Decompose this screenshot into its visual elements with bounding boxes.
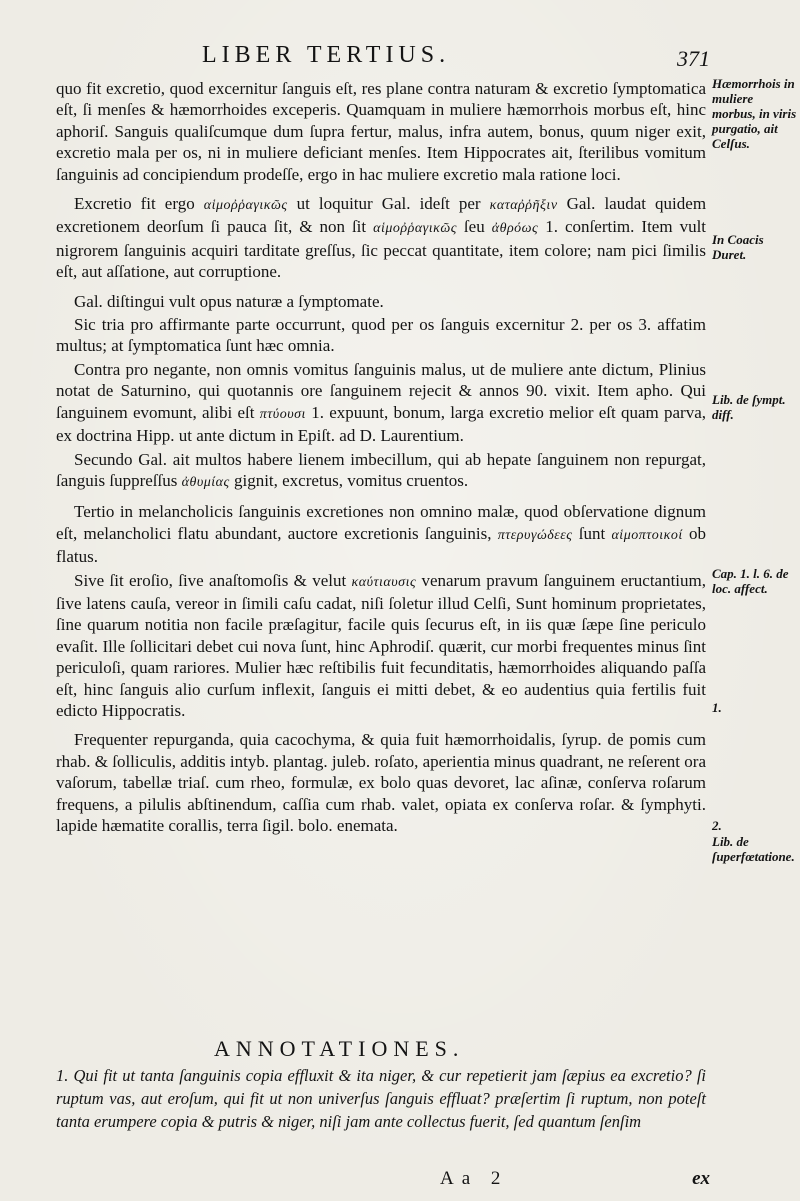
paragraph: Sive ſit eroſio, ſive anaſtomoſis & velut καύτιαυσις venarum pravum ſanguinem eructantium, ſive latens cauſa, vereor in ſimili caſu cadat, niſi ſoletur illud Celſi, Sunt hominum proprietates, ſine quarum notitia non facile præſagitur, facile quis ſecurus eſt, in iis quæ ſæpe ſine periculo evaſit. Ille ſollicitari debet cui nova ſunt, hinc Aphrodiſ. quærit, cur morbi frequentes minus ſint periculoſi, quam rariores. Mulier hæc reſtibilis fuit fecunditatis, hæmorrhoides aliquando paſſa eſt, hinc ſanguis alio curſum inflexit, ſanguis ei mitti debet, & eo audentius quia fertilis fuit edicto Hippocratis. <box>56 570 707 720</box>
greek-term: ἀθυμίας <box>181 474 230 490</box>
margin-note: 2. <box>712 818 722 833</box>
greek-term: ἀθρόως <box>491 221 539 237</box>
margin-note: Lib. de ſympt. diff. <box>712 392 786 422</box>
page-header <box>150 42 710 74</box>
paragraph: Sic tria pro affirmante parte occurrunt, quod per os ſanguis excernitur 2. per os 3. affatim multus; at ſymptomatica ſunt hæc omnia. <box>56 315 706 356</box>
margin-note: Hæmorrhois in muliere morbus, in viris purgatio, ait Celſus. <box>712 76 797 151</box>
paragraph: Gal. diſtingui vult opus naturæ a ſymptomate. <box>74 291 384 311</box>
greek-term: καταῤῥῆξιν <box>489 198 558 214</box>
greek-term: καύτιαυσις <box>351 574 417 590</box>
margin-note: Cap. 1. l. 6. de loc. affect. <box>712 566 789 596</box>
annotation-text: 1. Qui fit ut tanta ſanguinis copia effluxit & ita niger, & cur repetierit jam ſæpius ea excretio? ſi ruptum vas, aut eroſum, qui fit ut non univerſus ſanguis effluat? præſertim ſi ruptum, non poteſt tanta erumpere copia & putris & niger, niſi jam ante collectus fuerit, ſed quantum ſenſim <box>56 1066 706 1131</box>
greek-term: αἱμοῤῥαγικῶς <box>203 198 288 214</box>
greek-term: αἱμοῤῥαγικῶς <box>373 221 457 237</box>
main-text <box>56 78 706 844</box>
page-number: 371 <box>677 46 710 71</box>
catchword: ex <box>692 1168 710 1189</box>
paragraph: Contra pro negante, non omnis vomitus ſanguinis malus, ut de muliere ante dictum, Plinius notat de Saturnino, qui quotannis ore ſanguinem rejecit & annos 90. vixit. Item apho. Qui ſanguinem evomunt, alibi eſt πτύουσι 1. expuunt, bonum, larga excretio melior eſt quam parva, ex doctrina Hipp. ut ante dictum in Epiſt. ad D. Laurentium. <box>56 359 707 446</box>
greek-term: αἱμοπτοικοί <box>611 527 683 543</box>
paragraph: Excretio fit ergo αἱμοῤῥαγικῶς ut loquitur Gal. ideſt per καταῤῥῆξιν Gal. laudat quidem excretionem deorſum ſi pauca ſit, & non ſit αἱμοῤῥαγικῶς ſeu ἀθρόως 1. conſertim. Item vult nigrorem ſanguinis acquiri tarditate greſſus, ſic peccat quantitate, item colore; nam pici ſimilis eſt, aut aſſatione, aut corruptione. <box>56 194 707 282</box>
running-title: LIBER TERTIUS. <box>202 42 451 68</box>
margin-note: In Coacis Duret. <box>712 232 764 262</box>
paragraph: quo fit excretio, quod excernitur ſanguis eſt, res plane contra naturam & excretio ſymptomatica eſt, ſi menſes & hæmorrhoides exceperis. Quamquam in muliere hæmorrhois morbus eſt, hinc aphoriſ. Sanguis qualiſcumque dum ſupra fertur, malus, infra autem, bonus, quum niger exit, excretio mala per os, ni in muliere deficiant menſes. Item Hippocrates ait, ſterilibus vomitum ſanguinis ad concipiendum prodeſſe, ergo in hac muliere excretio mala ratione loci. <box>56 79 706 184</box>
margin-note: Lib. de ſuperfœtatione. <box>712 834 795 864</box>
margin-note: 1. <box>712 700 722 715</box>
greek-term: πτύουσι <box>259 406 306 422</box>
paragraph: Frequenter repurganda, quia cacochyma, & quia fuit hæmorrhoidalis, ſyrup. de pomis cum rhab. & ſolliculis, additis intyb. plantag. juleb. roſato, aperientia minus quadrant, ne reſerent ora vaſorum, tabellæ triaſ. cum rheo, formulæ, ex bolo quas devoret, lac aſinæ, conſerva roſarum frequens, a pilulis abſtinendum, caſſia cum rhab. valet, opiata ex conſerva roſar. & ſymphyti. lapide hæmatite corallis, terra ſigil. bolo. enemata. <box>56 730 706 835</box>
paragraph: Secundo Gal. ait multos habere lienem imbecillum, qui ab hepate ſanguinem non repurgat, ſanguis ſuppreſſus ἀθυμίας gignit, excretus, vomitus cruentos. <box>56 449 706 490</box>
annotations-heading: ANNOTATIONES. <box>214 1036 465 1061</box>
signature-mark: Aa 2 <box>440 1168 509 1189</box>
page-footer <box>440 1168 710 1194</box>
greek-term: πτερυγώδεες <box>497 527 573 543</box>
paragraph: Tertio in melancholicis ſanguinis excretiones non omnino malæ, quod obſervatione dignum eſt, melancholici flatu abundant, auctore excretionis ſanguinis, πτερυγώδεες ſunt αἱμοπτοικοί ob flatus. <box>56 502 707 567</box>
